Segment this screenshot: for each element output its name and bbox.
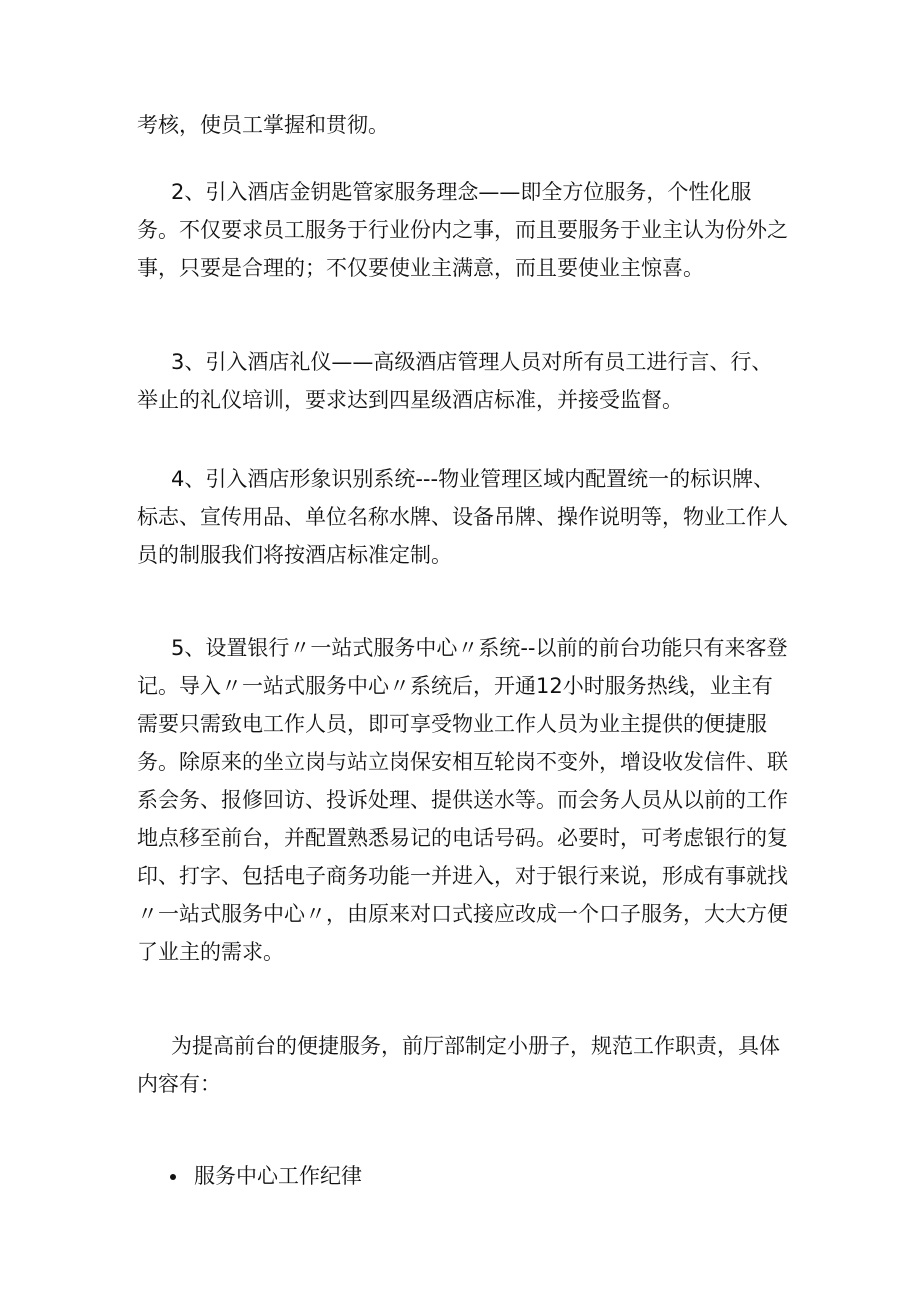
paragraph-front-desk: 为提高前台的便捷服务，前厅部制定小册子，规范工作职责，具体内容有： — [137, 1034, 780, 1096]
paragraph-intro-tail: 考核，使员工掌握和贯彻。 — [137, 113, 389, 137]
paragraph-item-5: 5、设置银行〃一站式服务中心〃系统--以前的前台功能只有来客登记。导入〃一站式服务中心〃系统后，开通12小时服务热线，业主有需要只需致电工作人员，即可享受物业工作人员为业主提供的便捷服务。除原来的坐立岗与站立岗保安相互轮岗不变外，增设收发信件、联系会务、报修回访、投诉处理、提供送水等。而会务人员从以前的工作地点移至前台，并配置熟悉易记的电话号码。必要时，可考虑银行的复印、打字、包括电子商务功能一并进入，对于银行来说，形成有事就找〃一站式服务中心〃，由原来对口式接应改成一个口子服务，大大方便了业主的需求。 — [137, 636, 788, 964]
paragraph-item-2: 2、引入酒店金钥匙管家服务理念——即全方位服务，个性化服务。不仅要求员工服务于行业份内之事，而且要服务于业主认为份外之事，只要是合理的；不仅要使业主满意，而且要使业主惊喜。 — [137, 180, 788, 280]
paragraph-item-4: 4、引入酒店形象识别系统---物业管理区域内配置统一的标识牌、标志、宣传用品、单位名称水牌、设备吊牌、操作说明等，物业工作人员的制服我们将按酒店标准定制。 — [137, 467, 788, 567]
paragraph-item-3: 3、引入酒店礼仪——高级酒店管理人员对所有员工进行言、行、举止的礼仪培训，要求达到四星级酒店标准，并接受监督。 — [137, 350, 773, 412]
list-item — [170, 1157, 362, 1195]
bullet-icon — [170, 1174, 176, 1180]
list-item-label: 服务中心工作纪律 — [194, 1164, 362, 1188]
